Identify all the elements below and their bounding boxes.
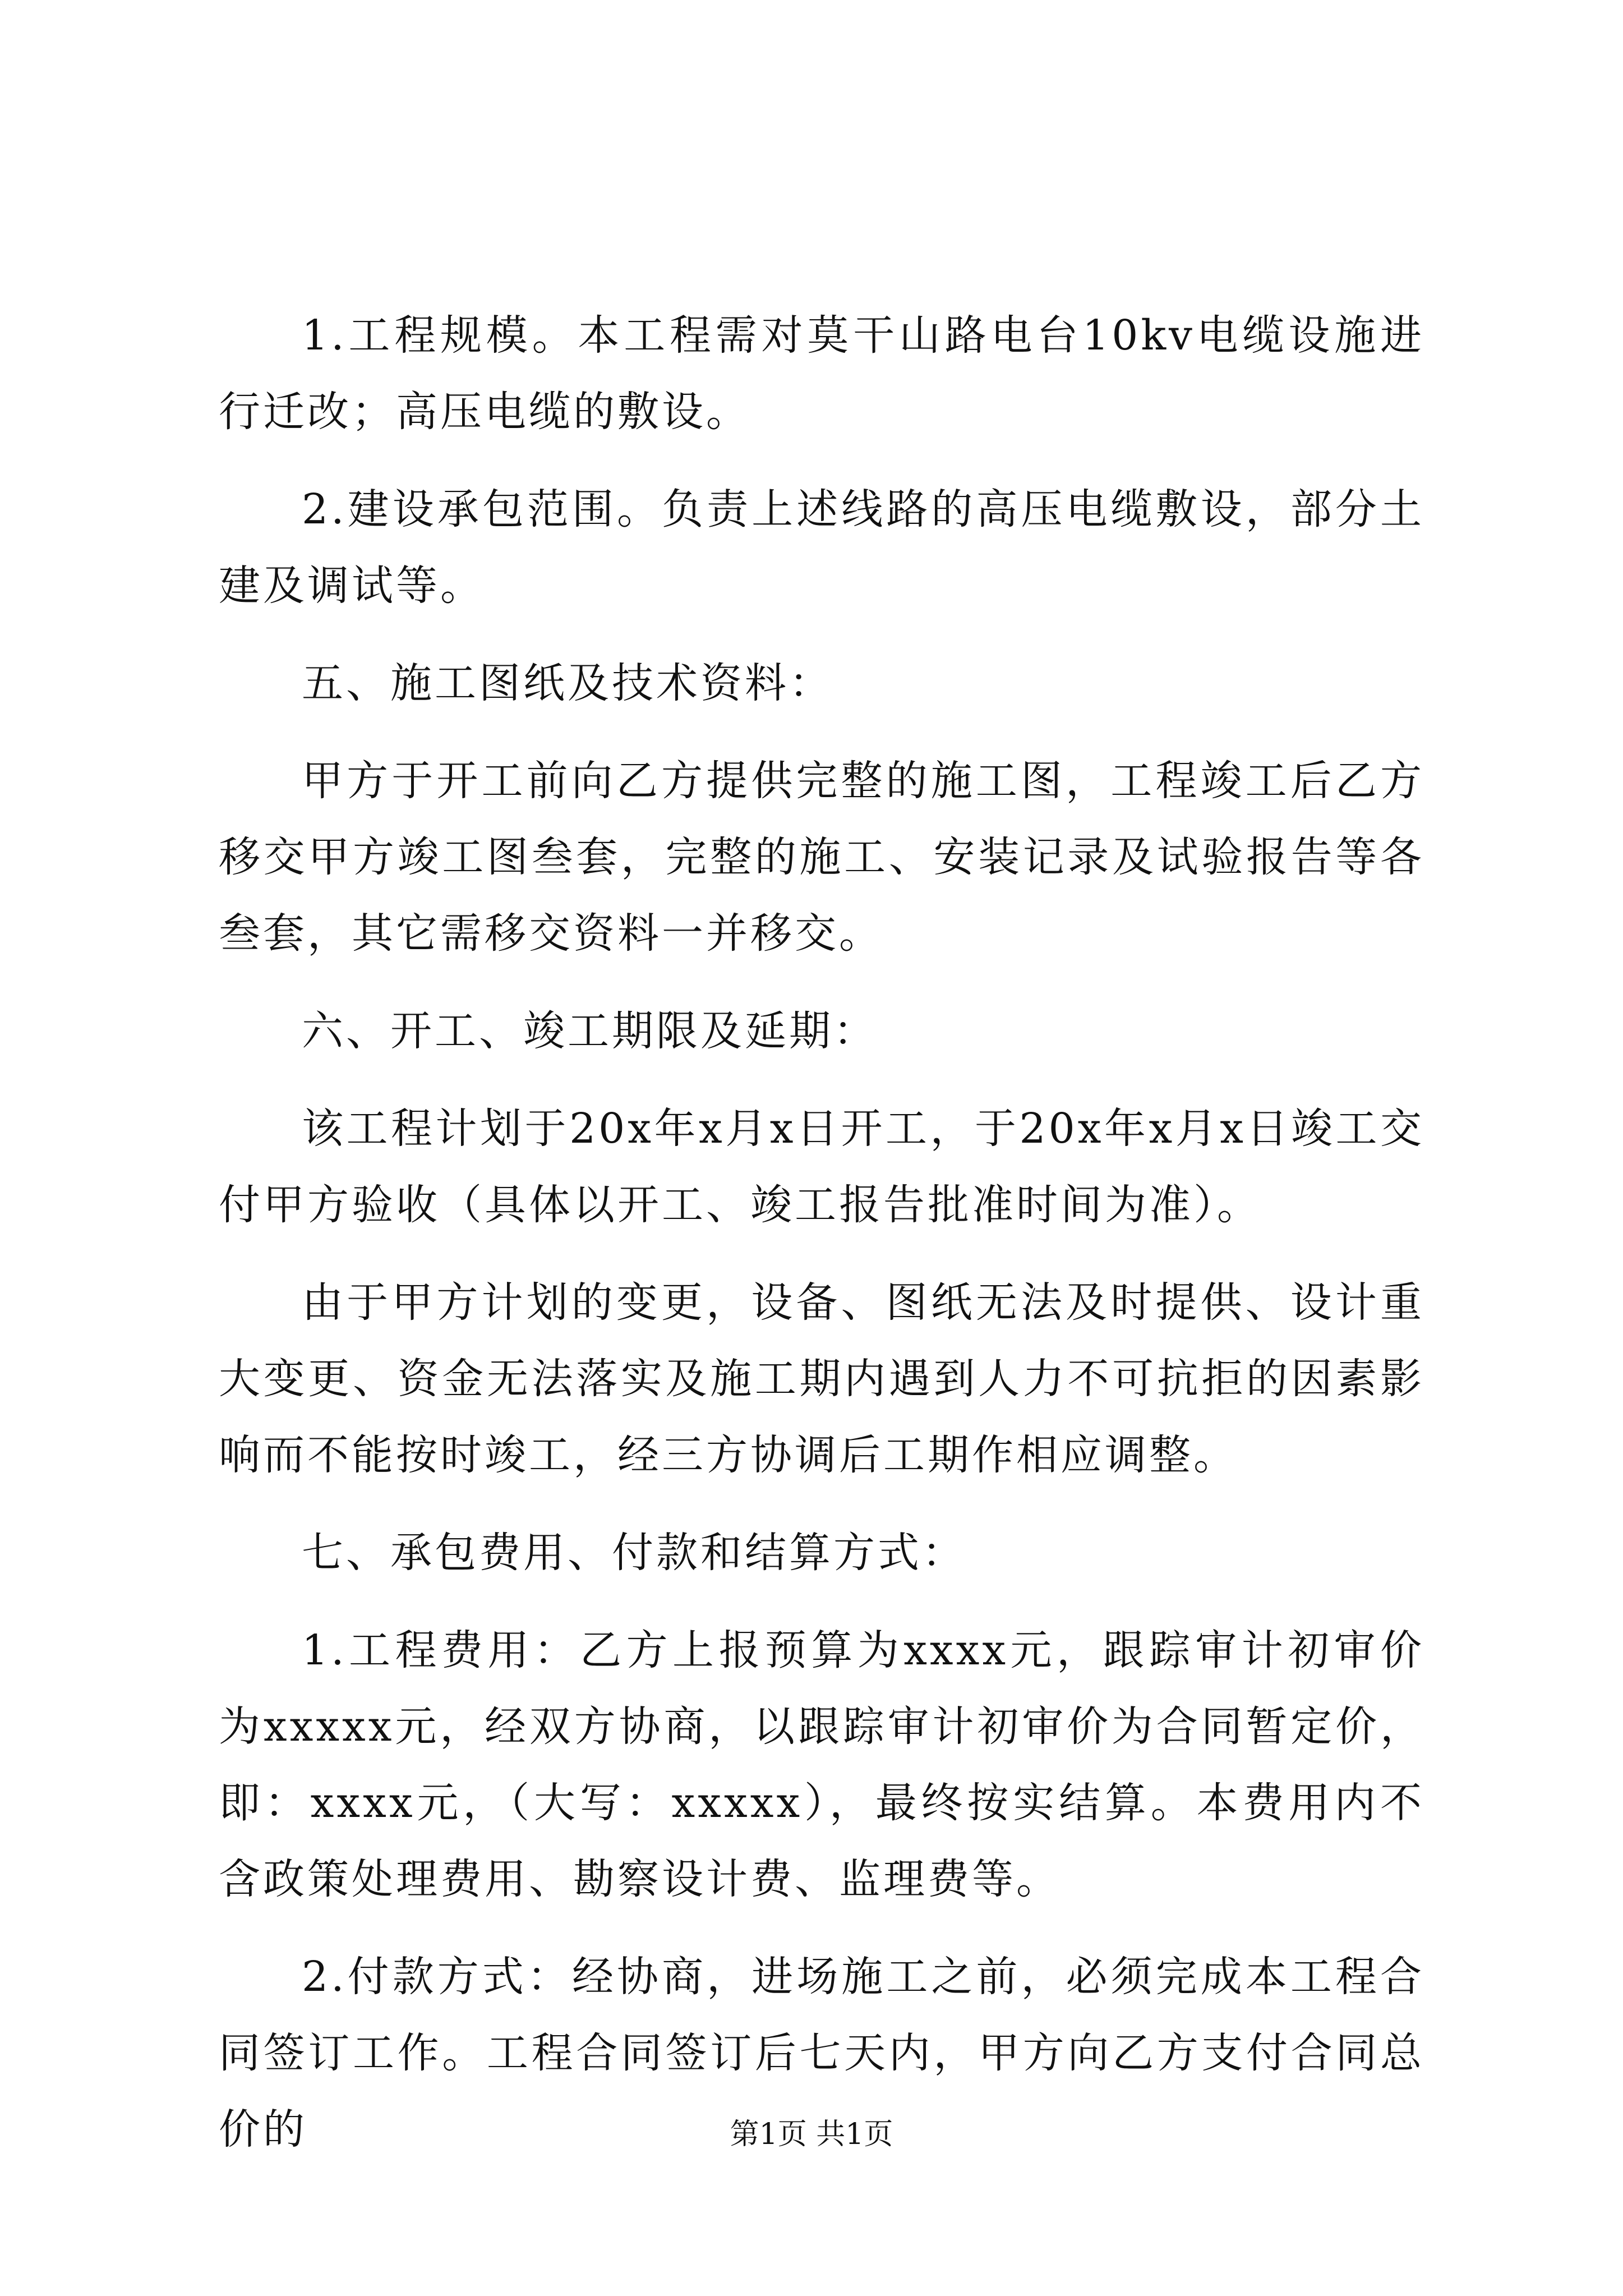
paragraph-payment-method: 2.付款方式：经协商，进场施工之前，必须完成本工程合同签订工作。工程合同签订后七天内，甲方向乙方支付合同总价的 bbox=[219, 1953, 1424, 2154]
paragraph-drawings: 甲方于开工前向乙方提供完整的施工图，工程竣工后乙方移交甲方竣工图叁套，完整的施工、安装记录及试验报告等各叁套，其它需移交资料一并移交。 bbox=[219, 757, 1424, 958]
paragraph-project-cost: 1.工程费用：乙方上报预算为xxxx元，跟踪审计初审价为xxxxx元，经双方协商，以跟踪审计初审价为合同暂定价，即：xxxx元，（大写：xxxxx），最终按实结算。本费用内不含政策处理费用、勘察设计费、监理费等。 bbox=[219, 1626, 1424, 1903]
document-body bbox=[219, 297, 1424, 2189]
paragraph-contract-scope: 2.建设承包范围。负责上述线路的高压电缆敷设，部分土建及调试等。 bbox=[219, 485, 1424, 610]
section-heading-payment: 七、承包费用、付款和结算方式： bbox=[302, 1529, 966, 1577]
paragraph-project-scale: 1.工程规模。本工程需对莫干山路电台10kv电缆设施进行迁改；高压电缆的敷设。 bbox=[219, 311, 1424, 436]
page-number-footer: 第1页 共1页 bbox=[730, 2118, 893, 2151]
paragraph-schedule: 该工程计划于20x年x月x日开工，于20x年x月x日竣工交付甲方验收（具体以开工、竣工报告批准时间为准）。 bbox=[219, 1105, 1424, 1229]
section-heading-drawings: 五、施工图纸及技术资料： bbox=[302, 659, 833, 707]
paragraph-delay: 由于甲方计划的变更，设备、图纸无法及时提供、设计重大变更、资金无法落实及施工期内遇到人力不可抗拒的因素影响而不能按时竣工，经三方协调后工期作相应调整。 bbox=[219, 1278, 1424, 1479]
section-heading-schedule: 六、开工、竣工期限及延期： bbox=[302, 1007, 878, 1055]
